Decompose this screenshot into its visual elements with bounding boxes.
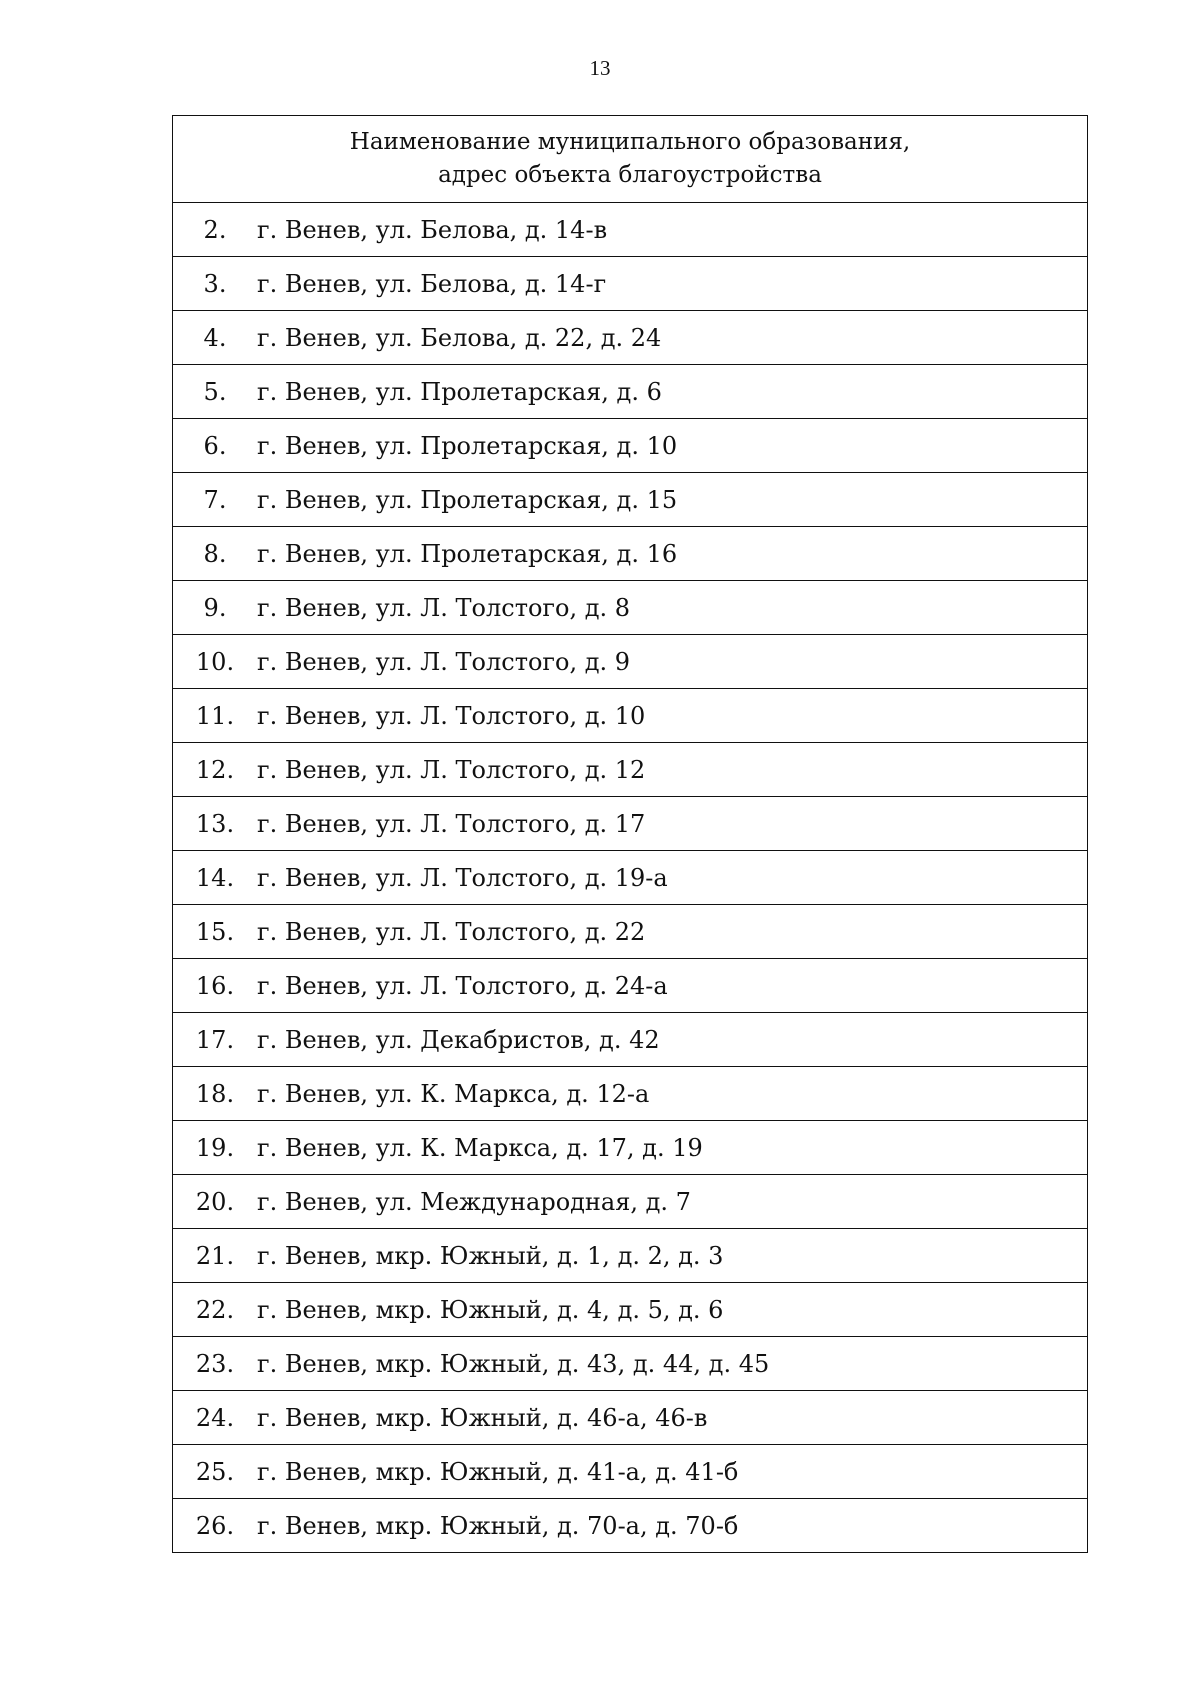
row-address: г. Венев, ул. Декабристов, д. 42 [257,1025,660,1054]
header-line-1: Наименование муниципального образования, [349,129,911,155]
row-number: 19. [195,1133,235,1162]
row-number: 26. [195,1511,235,1540]
row-address: г. Венев, ул. Пролетарская, д. 6 [257,377,662,406]
table-row [173,257,1088,311]
table-cell [173,1391,1088,1445]
table-cell [173,311,1088,365]
page-number: 13 [589,56,611,80]
table-cell [173,473,1088,527]
row-address: г. Венев, ул. К. Маркса, д. 17, д. 19 [257,1133,703,1162]
row-address: г. Венев, мкр. Южный, д. 41-а, д. 41-б [257,1457,739,1486]
row-address: г. Венев, ул. К. Маркса, д. 12-а [257,1079,650,1108]
table-header-row [173,116,1088,203]
row-address: г. Венев, ул. Л. Толстого, д. 10 [257,701,646,730]
table-cell [173,1175,1088,1229]
row-number: 11. [195,701,235,730]
table-header-cell [173,116,1088,203]
table-cell [173,1229,1088,1283]
table-row [173,1067,1088,1121]
row-address: г. Венев, мкр. Южный, д. 1, д. 2, д. 3 [257,1241,724,1270]
row-number: 24. [195,1403,235,1432]
row-number: 7. [203,485,227,514]
table-row [173,1121,1088,1175]
table-cell [173,797,1088,851]
row-address: г. Венев, ул. Пролетарская, д. 10 [257,431,678,460]
table-row [173,1175,1088,1229]
row-address: г. Венев, ул. Международная, д. 7 [257,1187,691,1216]
table-row [173,365,1088,419]
row-number: 13. [195,809,235,838]
table-row [173,1229,1088,1283]
table-cell [173,419,1088,473]
row-number: 5. [203,377,227,406]
row-number: 8. [203,539,227,568]
row-number: 9. [203,593,227,622]
row-address: г. Венев, мкр. Южный, д. 4, д. 5, д. 6 [257,1295,724,1324]
table-row [173,419,1088,473]
table-cell [173,1013,1088,1067]
table-cell [173,1445,1088,1499]
row-number: 20. [195,1187,235,1216]
address-table [172,115,1088,1553]
row-number: 21. [195,1241,235,1270]
table-row [173,473,1088,527]
table-cell [173,257,1088,311]
table-row [173,311,1088,365]
row-address: г. Венев, ул. Пролетарская, д. 16 [257,539,678,568]
row-address: г. Венев, мкр. Южный, д. 43, д. 44, д. 45 [257,1349,770,1378]
table-row [173,1013,1088,1067]
table-row [173,1283,1088,1337]
table-cell [173,1283,1088,1337]
table-cell [173,1337,1088,1391]
table-row [173,1337,1088,1391]
table-cell [173,689,1088,743]
row-address: г. Венев, ул. Л. Толстого, д. 9 [257,647,631,676]
row-address: г. Венев, ул. Л. Толстого, д. 12 [257,755,646,784]
row-address: г. Венев, ул. Белова, д. 14-в [257,215,608,244]
table-cell [173,527,1088,581]
row-number: 22. [195,1295,235,1324]
table-body [173,203,1088,1553]
row-address: г. Венев, ул. Л. Толстого, д. 17 [257,809,646,838]
table-row [173,959,1088,1013]
table-row [173,527,1088,581]
row-address: г. Венев, ул. Л. Толстого, д. 8 [257,593,631,622]
row-address: г. Венев, ул. Л. Толстого, д. 19-а [257,863,668,892]
row-number: 23. [195,1349,235,1378]
table-cell [173,203,1088,257]
row-number: 6. [203,431,227,460]
table-cell [173,1067,1088,1121]
row-address: г. Венев, мкр. Южный, д. 70-а, д. 70-б [257,1511,739,1540]
table-cell [173,905,1088,959]
table-cell [173,1499,1088,1553]
row-address: г. Венев, ул. Белова, д. 14-г [257,269,607,298]
table-row [173,797,1088,851]
row-address: г. Венев, ул. Л. Толстого, д. 22 [257,917,646,946]
table-row [173,581,1088,635]
table-cell [173,365,1088,419]
row-address: г. Венев, мкр. Южный, д. 46-а, 46-в [257,1403,708,1432]
row-number: 15. [195,917,235,946]
table-cell [173,743,1088,797]
table-row [173,743,1088,797]
header-line-2: адрес объекта благоустройства [438,162,822,188]
row-number: 12. [195,755,235,784]
row-number: 10. [195,647,235,676]
row-number: 18. [195,1079,235,1108]
table-cell [173,851,1088,905]
table-row [173,689,1088,743]
table-row [173,203,1088,257]
row-number: 16. [195,971,235,1000]
table-cell [173,581,1088,635]
table-cell [173,959,1088,1013]
table-row [173,905,1088,959]
table-row [173,1391,1088,1445]
row-number: 25. [195,1457,235,1486]
table-row [173,1445,1088,1499]
table-cell [173,635,1088,689]
row-number: 4. [203,323,227,352]
table-cell [173,1121,1088,1175]
table-row [173,1499,1088,1553]
row-address: г. Венев, ул. Белова, д. 22, д. 24 [257,323,662,352]
row-number: 14. [195,863,235,892]
row-number: 2. [203,215,227,244]
row-number: 17. [195,1025,235,1054]
row-number: 3. [203,269,227,298]
row-address: г. Венев, ул. Пролетарская, д. 15 [257,485,678,514]
row-address: г. Венев, ул. Л. Толстого, д. 24-а [257,971,668,1000]
table-row [173,635,1088,689]
table-row [173,851,1088,905]
